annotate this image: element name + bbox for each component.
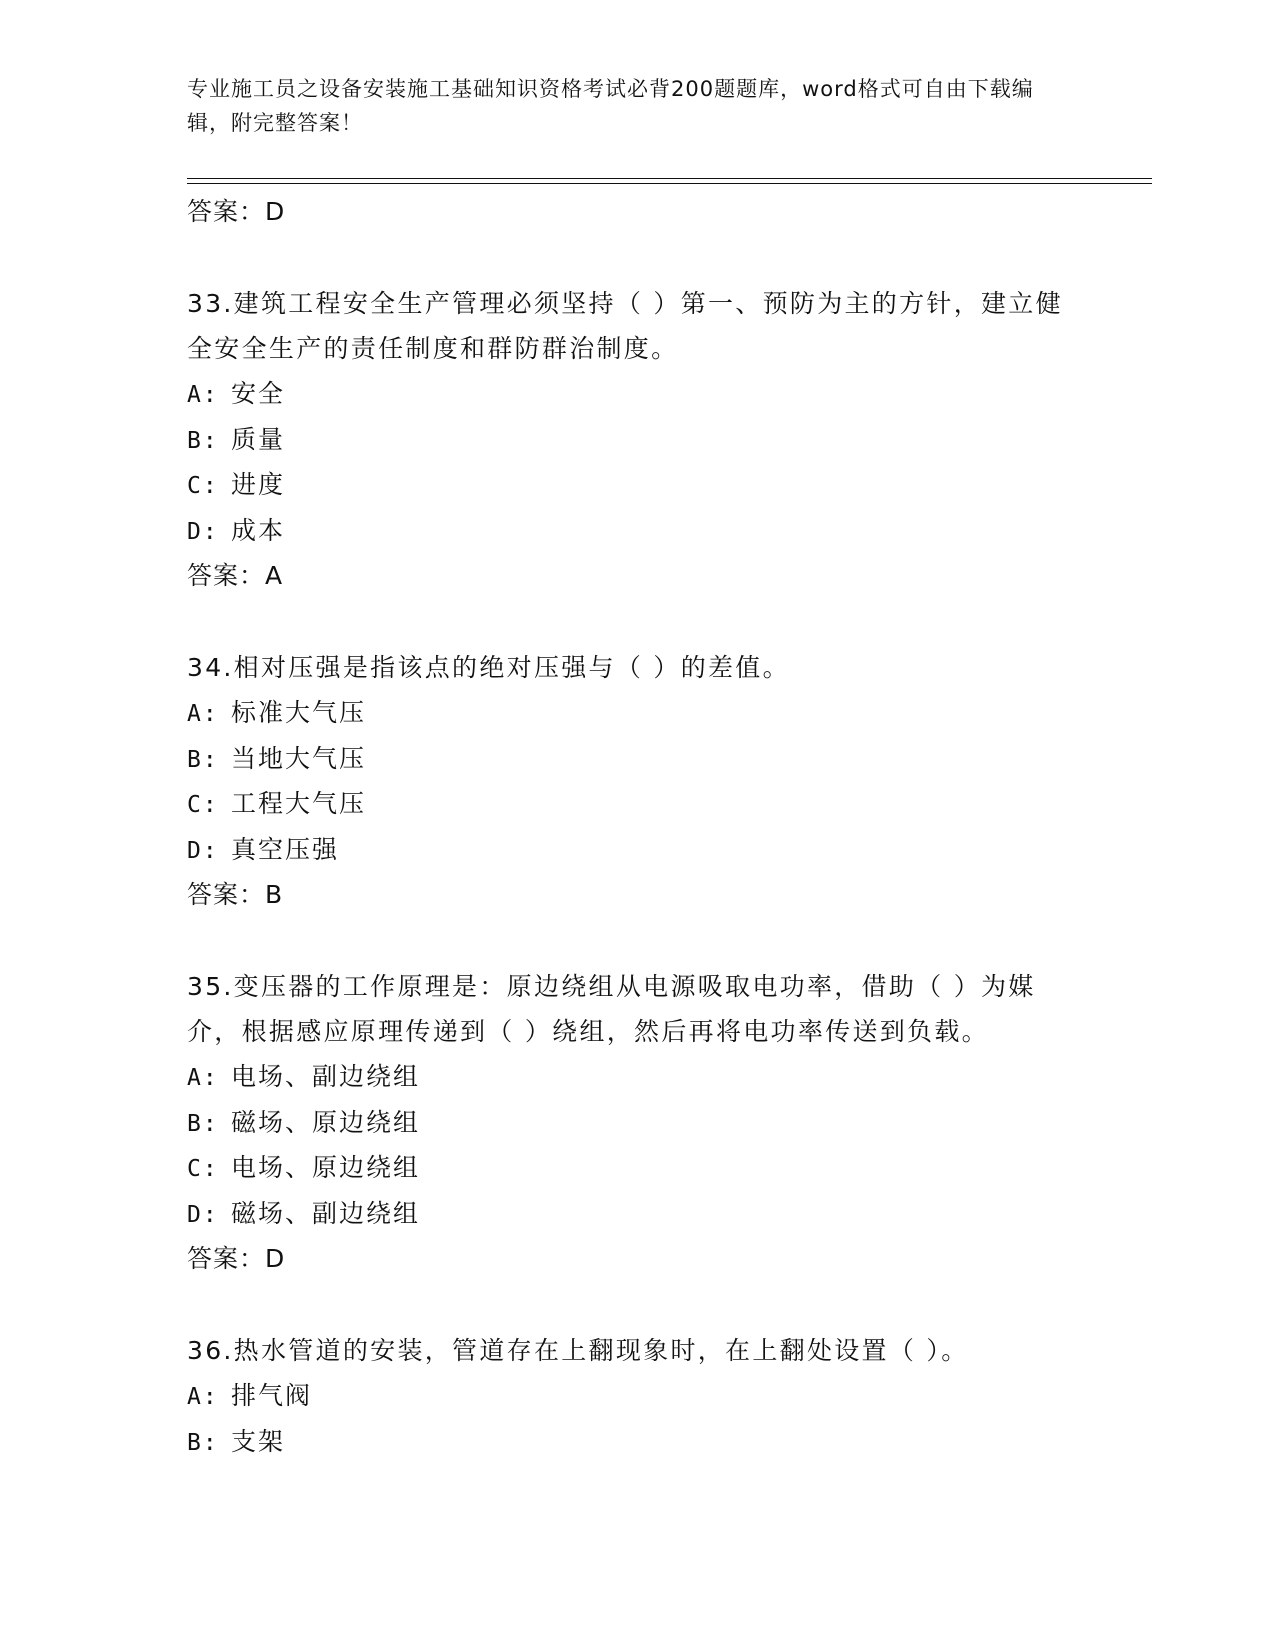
option-text: 真空压强 [231,834,340,864]
option-item [187,736,1087,782]
option-text: 质量 [231,424,286,454]
option-text: 支架 [231,1426,286,1456]
option-key: C: [187,473,219,499]
question-item [187,645,1087,917]
option-text: 安全 [231,379,286,408]
option-key: A: [187,1065,219,1091]
question-text: 33.建筑工程安全生产管理必须坚持（ ）第一、预防为主的方针，建立健全安全生产的责任制度和群防群治制度。 [187,289,1063,363]
option-key: C: [187,792,219,818]
option-item [187,1419,1087,1465]
option-key: A: [187,701,219,727]
option-item [187,781,1087,827]
option-key: A: [187,382,219,408]
question-item [187,281,1087,598]
answer-line: 答案：A [187,561,284,590]
option-key: B: [187,427,219,454]
option-item [187,462,1087,508]
option-text: 电场、副边绕组 [231,1062,421,1091]
question-item [187,964,1087,1281]
answer-line: 答案：D [187,1244,286,1273]
option-key: D: [187,837,219,864]
option-key: A: [187,1384,219,1410]
option-text: 磁场、原边绕组 [231,1107,421,1137]
option-text: 磁场、副边绕组 [231,1198,421,1228]
option-text: 进度 [231,470,286,499]
option-key: C: [187,1156,219,1182]
option-item [187,827,1087,873]
option-item [187,1054,1087,1100]
header-rule-top [187,178,1152,179]
question-text: 35.变压器的工作原理是：原边绕组从电源吸取电功率，借助（ ）为媒介，根据感应原理传递到（ ）绕组，然后再将电功率传送到负载。 [187,972,1036,1046]
question-text: 36.热水管道的安装，管道存在上翻现象时，在上翻处设置（ ）。 [187,1336,969,1365]
answer-line: 答案：D [187,197,286,226]
question-list [187,189,1087,1464]
option-item [187,508,1087,554]
page-header: 专业施工员之设备安装施工基础知识资格考试必背200题题库，word格式可自由下载编辑，附完整答案！ [187,77,1034,135]
option-item [187,1191,1087,1237]
option-item [187,690,1087,736]
option-text: 成本 [231,515,286,545]
option-text: 标准大气压 [231,698,367,727]
question-item [187,1328,1087,1464]
option-key: B: [187,1110,219,1137]
option-item [187,1145,1087,1191]
option-key: D: [187,1201,219,1228]
option-text: 工程大气压 [231,789,367,818]
option-key: B: [187,1429,219,1456]
option-item [187,371,1087,417]
option-item [187,1100,1087,1146]
answer-line: 答案：B [187,880,284,909]
option-text: 排气阀 [231,1381,313,1410]
header-rule-bottom [187,183,1152,184]
option-text: 当地大气压 [231,743,367,773]
option-item [187,417,1087,463]
option-key: B: [187,746,219,773]
question-text: 34.相对压强是指该点的绝对压强与（ ）的差值。 [187,653,790,682]
option-item [187,1373,1087,1419]
option-text: 电场、原边绕组 [231,1153,421,1182]
option-key: D: [187,518,219,545]
